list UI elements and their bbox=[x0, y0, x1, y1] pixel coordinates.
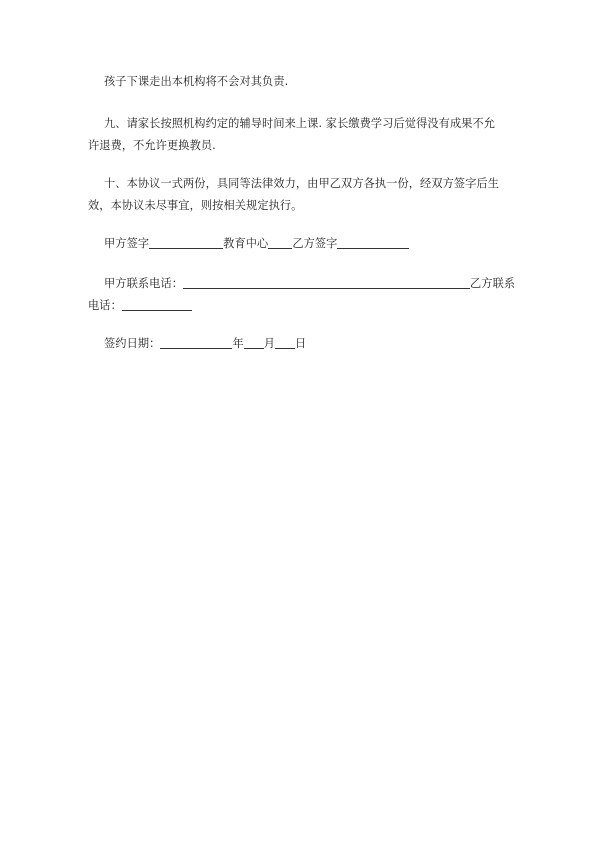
clause-ten-line-2: 效，本协议未尽事宜，则按相关规定执行。 bbox=[88, 199, 303, 212]
month-blank[interactable] bbox=[244, 336, 264, 349]
year-blank[interactable] bbox=[160, 336, 232, 349]
party-a-phone-label: 甲方联系电话： bbox=[104, 277, 184, 290]
clause-nine-line-1: 九、请家长按照机构约定的辅导时间来上课. 家长缴费学习后觉得没有成果不允 bbox=[104, 117, 496, 130]
intro-paragraph bbox=[88, 71, 528, 93]
party-b-signature-blank[interactable] bbox=[337, 236, 409, 249]
clause-nine-line-2: 许退费，不允许更换教员. bbox=[88, 139, 216, 152]
phone-line-2 bbox=[88, 295, 528, 317]
signature-row bbox=[88, 233, 528, 255]
clause-nine bbox=[88, 113, 528, 157]
party-a-signature-blank[interactable] bbox=[149, 236, 223, 249]
phone-row bbox=[88, 273, 528, 317]
signing-date-row bbox=[88, 333, 528, 355]
month-label: 月 bbox=[263, 337, 276, 350]
year-label: 年 bbox=[232, 337, 244, 350]
phone-line-1 bbox=[88, 273, 528, 295]
party-a-signature-label: 甲方签字 bbox=[104, 237, 150, 250]
intro-line: 孩子下课走出本机构将不会对其负责. bbox=[104, 75, 289, 88]
signature-line bbox=[88, 233, 528, 255]
day-label: 日 bbox=[295, 337, 307, 350]
education-center-blank[interactable] bbox=[268, 236, 292, 249]
party-b-phone-label-part1: 乙方联系 bbox=[470, 277, 516, 290]
education-center-label: 教育中心 bbox=[223, 237, 269, 250]
day-blank[interactable] bbox=[275, 336, 295, 349]
signing-date-line bbox=[88, 333, 528, 355]
signing-date-label: 签约日期： bbox=[104, 337, 161, 350]
party-b-signature-label: 乙方签字 bbox=[292, 237, 338, 250]
party-b-phone-blank[interactable] bbox=[122, 298, 192, 311]
party-b-phone-label-part2: 电话： bbox=[88, 299, 122, 312]
party-a-phone-blank[interactable] bbox=[183, 276, 470, 289]
clause-ten bbox=[88, 173, 528, 217]
clause-ten-line-1: 十、本协议一式两份，具同等法律效力，由甲乙双方各执一份，经双方签字后生 bbox=[104, 177, 500, 190]
